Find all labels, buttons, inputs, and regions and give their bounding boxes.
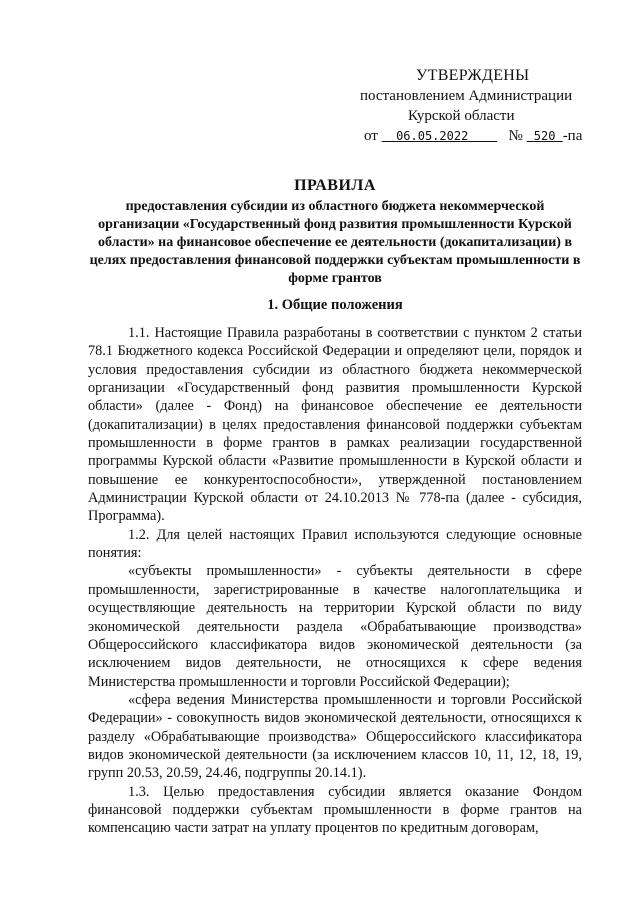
- definition-ministry-scope: «сфера ведения Министерства промышленности и торговли Российской Федерации» - совокупность видов экономической деятельности, относящихся к разделу «Обрабатывающие производства» Общероссийского классификатора видов экономической деятельности (за исключением классов 10, 11, 12, 18, 19, групп 20.53, 20.59, 24.46, подгруппы 20.14.1).: [88, 691, 582, 782]
- number-suffix: -па: [562, 128, 583, 144]
- paragraph-1-2: 1.2. Для целей настоящих Правил используются следующие основные понятия:: [88, 526, 582, 562]
- approval-stamp: [358, 66, 598, 146]
- date-from-label: от: [364, 128, 378, 144]
- approval-region: Курской области: [408, 108, 515, 124]
- approval-title: УТВЕРЖДЕНЫ: [416, 67, 530, 84]
- document-body: [88, 324, 582, 838]
- section-heading: 1. Общие положения: [267, 297, 403, 313]
- document-title-block: [88, 176, 582, 288]
- approval-date-line: [358, 126, 598, 146]
- paragraph-1-3: 1.3. Целью предоставления субсидии является оказание Фондом финансовой поддержки субъектам промышленности в форме грантов на компенсацию части затрат на уплату процентов по кредитным договорам,: [88, 783, 582, 837]
- document-title: ПРАВИЛА: [294, 177, 376, 194]
- number-label: №: [508, 128, 523, 144]
- document-subtitle: предоставления субсидии из областного бюджета некоммерческой организации «Государственный фонд развития промышленности Курской области» на финансовое обеспечение ее деятельности (докапитализации) в целях предоставления финансовой поддержки субъектам промышленности в форме грантов: [89, 199, 581, 286]
- approval-date: 06.05.2022: [396, 129, 469, 143]
- paragraph-1-1: 1.1. Настоящие Правила разработаны в соответствии с пунктом 2 статьи 78.1 Бюджетного кодекса Российской Федерации и определяют цели, порядок и условия предоставления субсидии из областного бюджета некоммерческой организации «Государственный фонд развития промышленности Курской области» (далее - Фонд) на финансовое обеспечение ее деятельности (докапитализации) в целях предоставления финансовой поддержки субъектам промышленности в форме грантов в рамках реализации государственной программы Курской области «Развитие промышленности в Курской области и повышение ее конкурентоспособности», утвержденной постановлением Администрации Курской области от 24.10.2013 № 778-па (далее - субсидия, Программа).: [88, 325, 582, 525]
- approval-number: 520: [533, 129, 556, 143]
- approval-issuer: постановлением Администрации: [360, 88, 573, 104]
- definition-industry-subjects: «субъекты промышленности» - субъекты деятельности в сфере промышленности, зарегистрированные в качестве налогоплательщика и осуществляющие деятельность на территории Курской области по виду экономической деятельности раздела «Обрабатывающие производства» Общероссийского классификатора видов экономической деятельности (за исключением видов деятельности, не относящихся к сфере ведения Министерства промышленности и торговли Российской Федерации);: [88, 563, 582, 690]
